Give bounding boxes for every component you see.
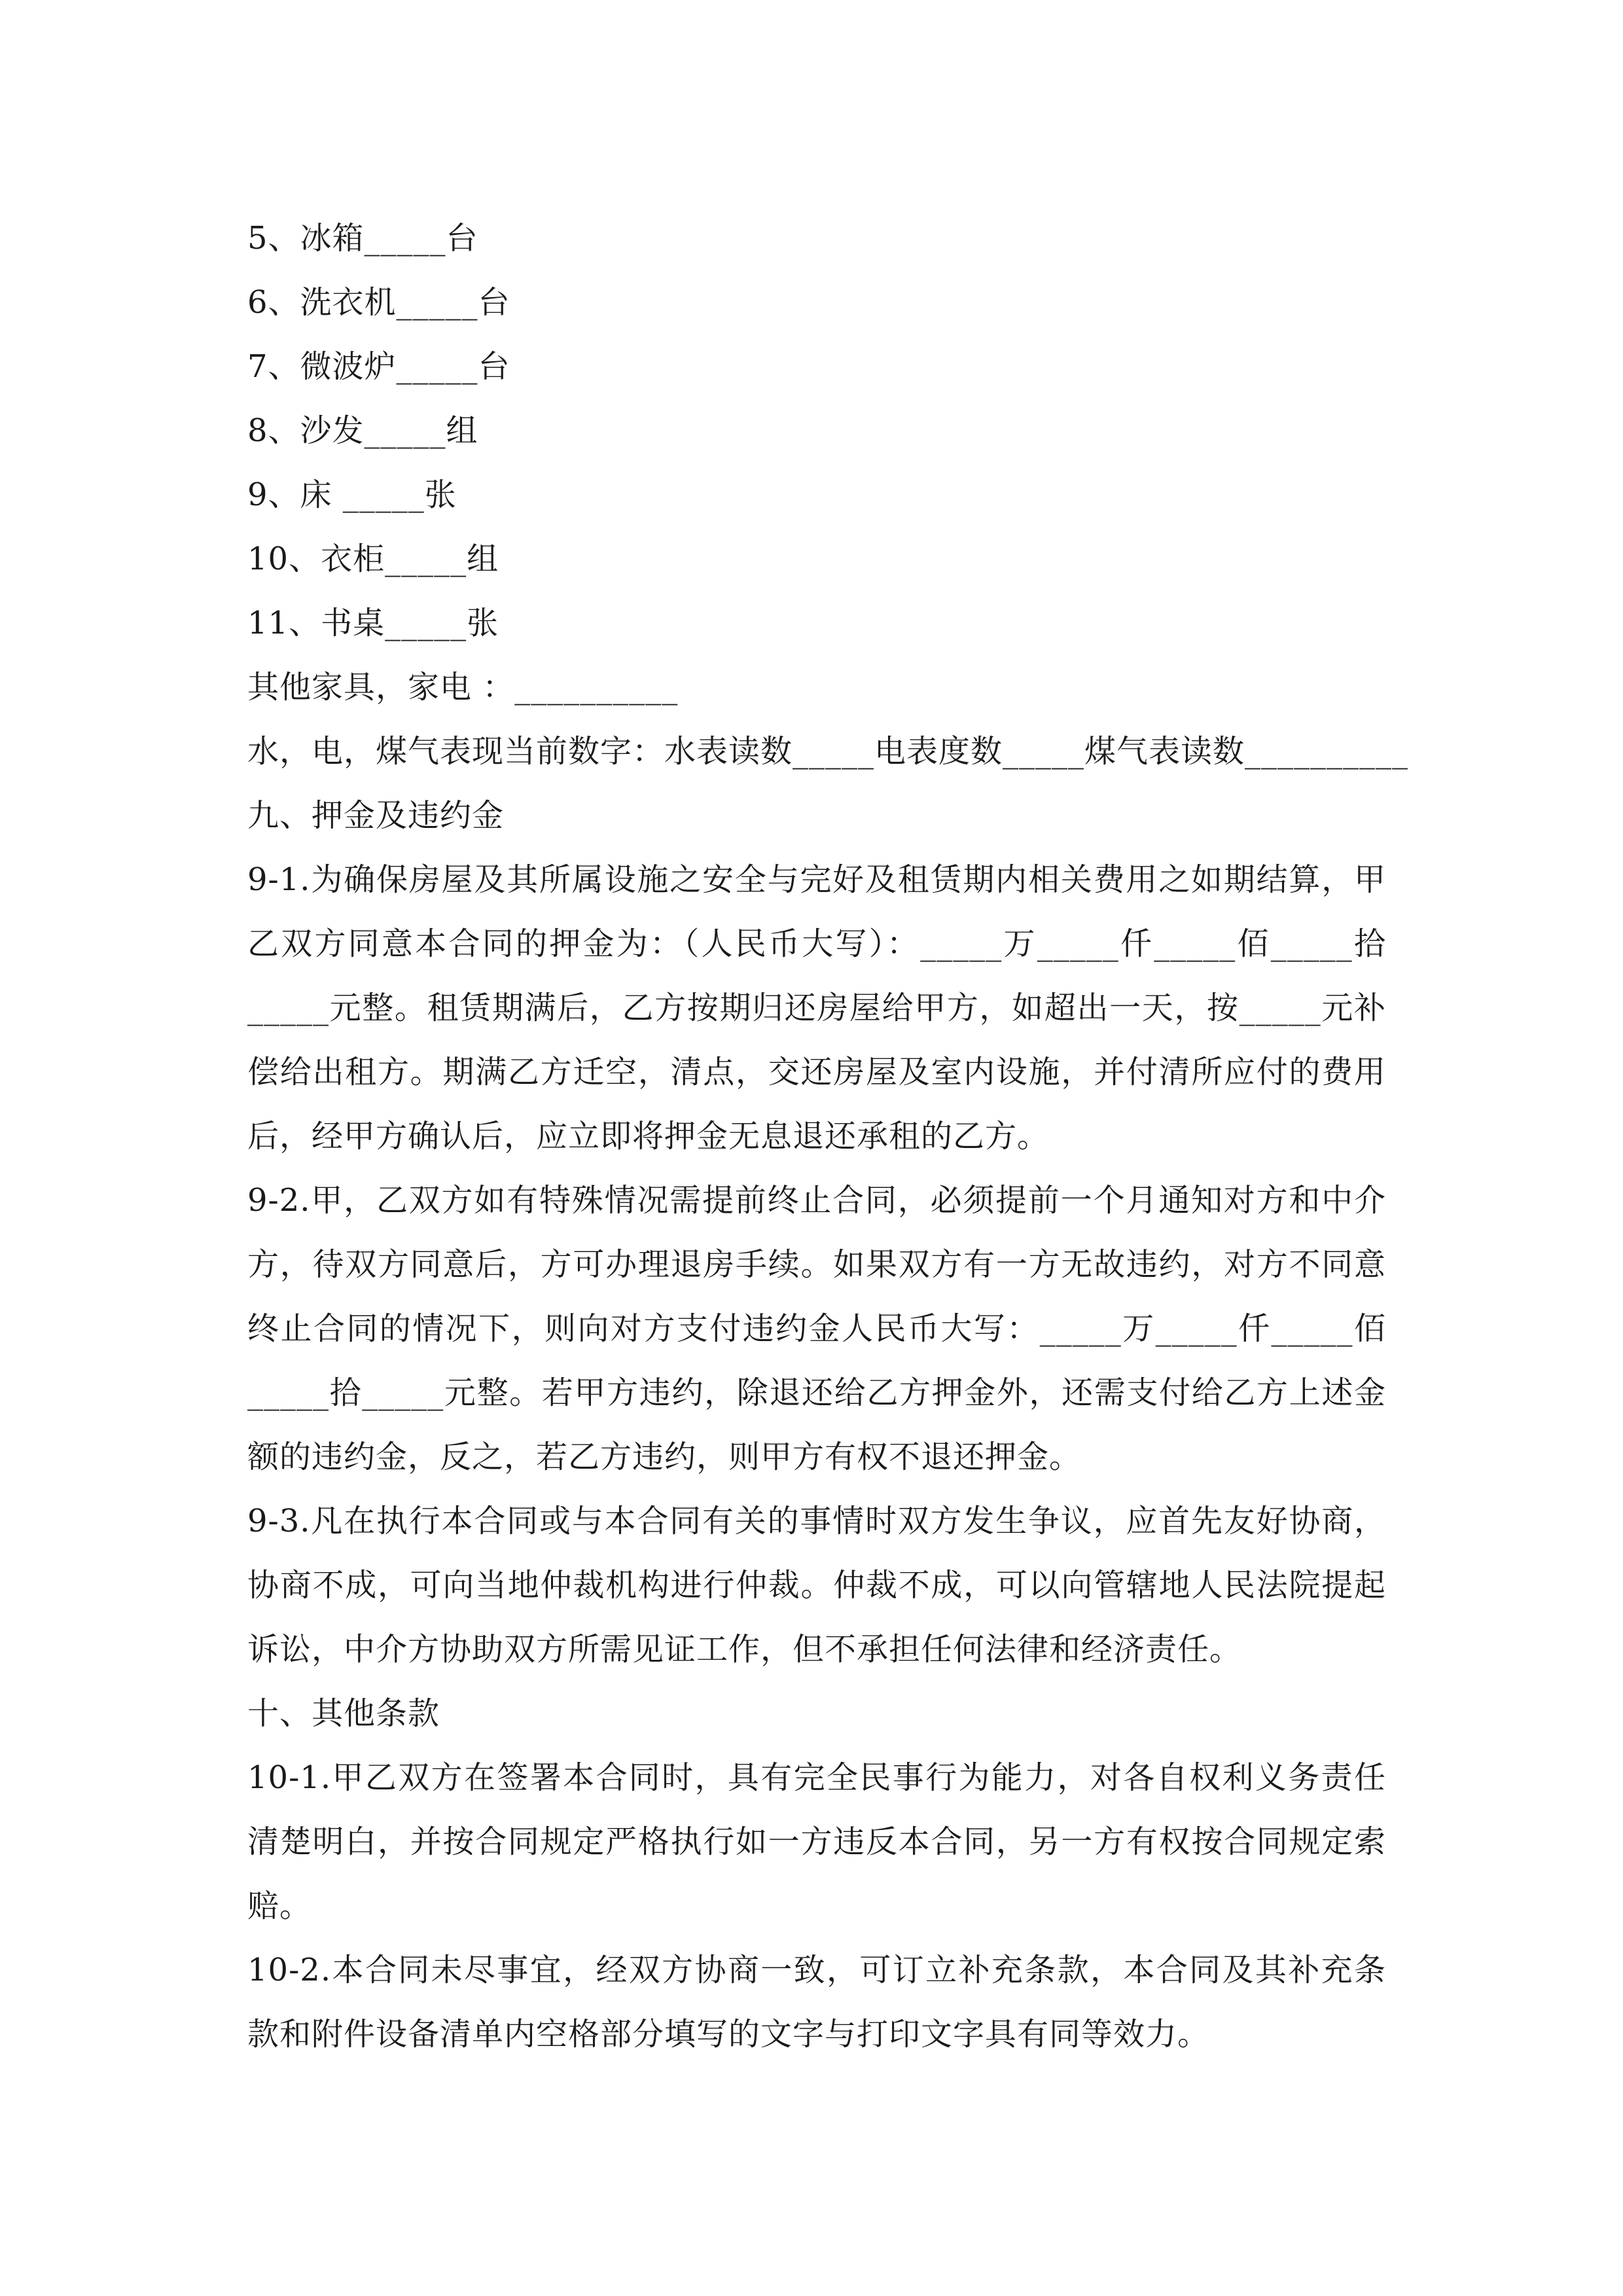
clause-10-2: 10-2.本合同未尽事宜，经双方协商一致，可订立补充条款，本合同及其补充条款和附件设备清单内空格部分填写的文字与打印文字具有同等效力。 <box>247 1952 1386 2053</box>
item-desk: 11、书桌_____张 <box>247 605 499 641</box>
item-washing-machine: 6、洗衣机_____台 <box>247 284 510 321</box>
meter-readings: 水，电，煤气表现当前数字：水表读数_____电表度数_____煤气表读数__________ <box>247 733 1409 770</box>
clause-9-3: 9-3.凡在执行本合同或与本合同有关的事情时双方发生争议，应首先友好协商，协商不成，可向当地仲裁机构进行仲裁。仲裁不成，可以向管辖地人民法院提起诉讼，中介方协助双方所需见证工作，但不承担任何法律和经济责任。 <box>247 1503 1386 1668</box>
clause-9-1: 9-1.为确保房屋及其所属设施之安全与完好及租赁期内相关费用之如期结算，甲乙双方同意本合同的押金为：（人民币大写）：_____万_____仟_____佰_____拾_____元整。租赁期满后，乙方按期归还房屋给甲方，如超出一天，按_____元补偿给出租方。期满乙方迁空，清点，交还房屋及室内设施，并付清所应付的费用后，经甲方确认后，应立即将押金无息退还承租的乙方。 <box>247 861 1386 1155</box>
item-sofa: 8、沙发_____组 <box>247 412 478 449</box>
item-other-furniture: 其他家具，家电 ：__________ <box>247 669 679 706</box>
section-10-heading: 十、其他条款 <box>247 1695 440 1732</box>
document-body <box>247 206 1409 2066</box>
clause-9-2: 9-2.甲，乙双方如有特殊情况需提前终止合同，必须提前一个月通知对方和中介方，待双方同意后，方可办理退房手续。如果双方有一方无故违约，对方不同意终止合同的情况下，则向对方支付违约金人民币大写：_____万_____仟_____佰_____拾_____元整。若甲方违约，除退还给乙方押金外，还需支付给乙方上述金额的违约金，反之，若乙方违约，则甲方有权不退还押金。 <box>247 1182 1386 1475</box>
item-bed: 9、床 _____张 <box>247 476 457 513</box>
item-refrigerator: 5、冰箱_____台 <box>247 220 478 257</box>
clause-10-1: 10-1.甲乙双方在签署本合同时，具有完全民事行为能力，对各自权利义务责任清楚明白，并按合同规定严格执行如一方违反本合同，另一方有权按合同规定索赔。 <box>247 1759 1386 1924</box>
item-wardrobe: 10、衣柜_____组 <box>247 541 499 577</box>
item-microwave: 7、微波炉_____台 <box>247 348 510 385</box>
section-9-heading: 九、押金及违约金 <box>247 797 505 834</box>
